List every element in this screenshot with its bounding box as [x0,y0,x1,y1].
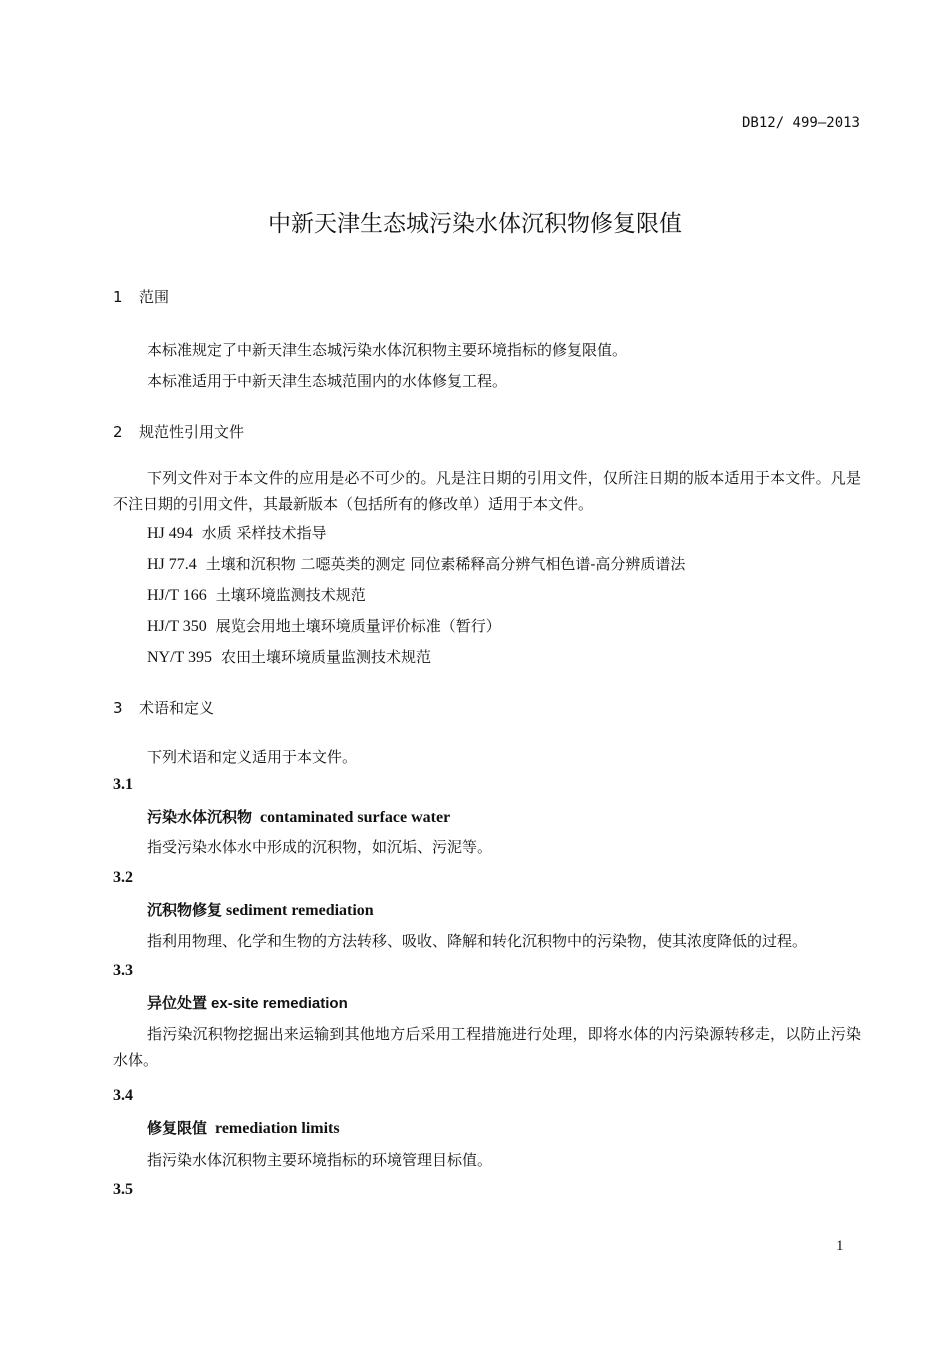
reference-code: HJ 77.4 [147,556,197,573]
term-definition: 指利用物理、化学和生物的方法转移、吸收、降解和转化沉积物中的污染物，使其浓度降低的过程。 [147,932,808,950]
term-english: sediment remediation [226,902,374,919]
term-number: 3.2 [113,869,133,886]
reference-code: HJ/T 350 [147,618,207,635]
term-number: 3.4 [113,1087,133,1104]
section-3-heading [113,697,214,718]
term-definition: 指受污染水体水中形成的沉积物，如沉垢、污泥等。 [147,838,493,856]
reference-title: 土壤和沉积物 二噁英类的测定 同位素稀释高分辨气相色谱-高分辨质谱法 [205,555,686,573]
term-number: 3.3 [113,962,133,979]
term-english: remediation limits [215,1120,340,1137]
scope-paragraph-2: 本标准适用于中新天津生态城范围内的水体修复工程。 [147,372,508,390]
term-number: 3.1 [113,776,133,793]
section-title: 规范性引用文件 [139,423,245,441]
term-heading [147,992,348,1013]
term-chinese: 污染水体沉积物 [147,808,253,826]
references-intro: 下列文件对于本文件的应用是必不可少的。凡是注日期的引用文件，仅所注日期的版本适用于本文件。凡是不注日期的引用文件，其最新版本（包括所有的修改单）适用于本文件。 [113,469,861,513]
reference-code: NY/T 395 [147,649,213,666]
term-chinese: 沉积物修复 [147,901,223,919]
section-number: 2 [113,423,123,441]
document-title: 中新天津生态城污染水体沉积物修复限值 [268,211,682,237]
term-heading [147,806,450,827]
term-definition: 指污染沉积物挖掘出来运输到其他地方后采用工程措施进行处理，即将水体的内污染源转移走，以防止污染水体。 [113,1025,861,1069]
section-number: 3 [113,699,123,717]
term-english: contaminated surface water [260,809,451,826]
page-number: 1 [836,1238,844,1254]
reference-title: 土壤环境监测技术规范 [215,586,366,604]
standard-code: DB12/ 499—2013 [741,115,860,131]
reference-item [147,615,501,636]
section-number: 1 [113,288,123,306]
reference-item [147,646,431,667]
term-heading [147,899,374,920]
reference-title: 水质 采样技术指导 [201,524,327,542]
reference-item [147,553,685,574]
reference-title: 展览会用地土壤环境质量评价标准（暂行） [215,617,501,635]
section-title: 术语和定义 [139,699,215,717]
term-number: 3.5 [113,1181,133,1198]
section-1-heading [113,286,169,307]
scope-paragraph-1: 本标准规定了中新天津生态城污染水体沉积物主要环境指标的修复限值。 [147,341,628,359]
reference-code: HJ 494 [147,525,193,542]
term-chinese: 异位处置 [147,994,208,1012]
reference-item [147,522,327,543]
reference-title: 农田土壤环境质量监测技术规范 [221,648,432,666]
section-2-heading [113,421,244,442]
section-title: 范围 [139,288,170,306]
terms-intro: 下列术语和定义适用于本文件。 [147,748,358,766]
term-heading [147,1117,340,1138]
reference-code: HJ/T 166 [147,587,207,604]
term-english: ex-site remediation [211,995,348,1012]
term-definition: 指污染水体沉积物主要环境指标的环境管理目标值。 [147,1151,493,1169]
term-chinese: 修复限值 [147,1119,208,1137]
reference-item [147,584,366,605]
